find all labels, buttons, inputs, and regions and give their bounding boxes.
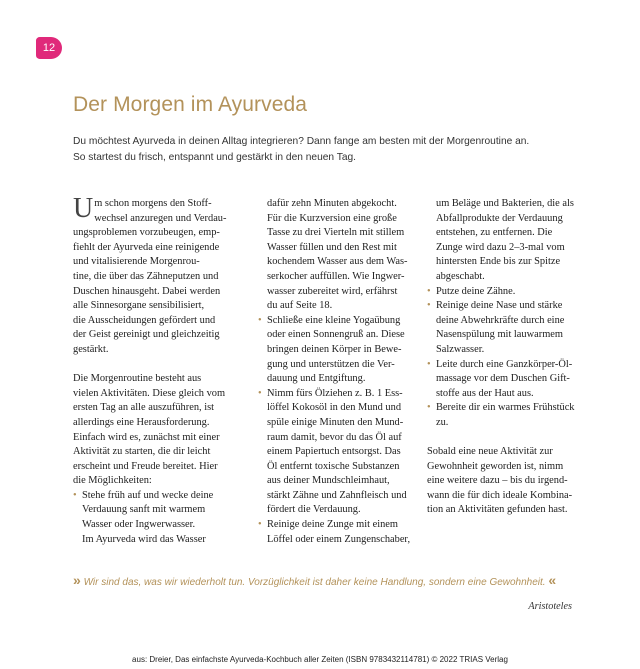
text-line: ersten Tag an alle auszuführen, ist bbox=[73, 402, 215, 414]
text-line: fördert die Verdauung. bbox=[267, 504, 361, 516]
text-line: dafür zehn Minuten abgekocht. bbox=[267, 198, 397, 209]
bullet-item: • Schließe eine kleine Yogaübung bbox=[258, 314, 423, 329]
text-line: Abfallprodukte der Verdauung bbox=[436, 212, 563, 224]
text-line: Öl entfernt toxische Substanzen bbox=[267, 460, 400, 472]
dropcap-letter: U bbox=[73, 193, 94, 224]
bullet-item: • Leite durch eine Ganzkörper-Öl- bbox=[427, 358, 592, 373]
text-line: Salzwasser. bbox=[436, 343, 485, 355]
text-line: um Beläge und Bakterien, die als bbox=[436, 198, 574, 209]
text-column-3 bbox=[427, 197, 592, 518]
bullet-icon: • bbox=[258, 314, 262, 326]
intro-text bbox=[73, 134, 573, 165]
text-line: Duschen hinausgeht. Dabei werden bbox=[73, 285, 221, 297]
text-line: Sobald eine neue Aktivität zur bbox=[427, 446, 553, 458]
text-line: Einfach wird es, zunächst mit einer bbox=[73, 431, 220, 443]
quote-open-mark: » bbox=[73, 572, 81, 588]
text-line: Für die Kurzversion eine große bbox=[267, 212, 397, 224]
text-line: alle Sinnesorgane sensibilisiert, bbox=[73, 300, 205, 312]
text-line: gung und unterstützen die Ver- bbox=[267, 358, 395, 370]
text-line: und vitalisierende Morgenrou- bbox=[73, 256, 200, 268]
bullet-item: • Stehe früh auf und wecke deine bbox=[73, 489, 238, 504]
text-line: Gewohnheit geworden ist, nimm bbox=[427, 460, 564, 472]
text-line: tine, die über das Zähneputzen und bbox=[73, 270, 219, 282]
dropcap-paragraph-start bbox=[73, 193, 238, 226]
bullet-item: • Reinige deine Nase und stärke bbox=[427, 299, 592, 314]
text-line: kochendem Wasser aus dem Was- bbox=[267, 256, 408, 268]
text-line: spüle einige Minuten den Mund- bbox=[267, 416, 404, 428]
text-line: eine weitere dazu – bis du irgend- bbox=[427, 475, 568, 487]
text-line: Zunge wird dazu 2–3-mal vom bbox=[436, 241, 565, 253]
text-line: der Geist gereinigt und gleichzeitig bbox=[73, 329, 220, 341]
text-line: wechsel anzuregen und Verdau- bbox=[94, 212, 227, 224]
text-line: tion an Aktivitäten gefunden hast. bbox=[427, 504, 568, 516]
text-line: einem Papiertuch entsorgst. Das bbox=[267, 446, 401, 458]
text-line: abgeschabt. bbox=[436, 270, 485, 282]
text-column-1 bbox=[73, 193, 238, 547]
page-footer: aus: Dreier, Das einfachste Ayurveda-Kochbuch aller Zeiten (ISBN 9783432114781) © 2022 TRIAS Verlag bbox=[132, 655, 508, 664]
quote-text: Wir sind das, was wir wiederholt tun. Vorzüglichkeit ist daher keine Handlung, sondern eine Gewohnheit. bbox=[83, 577, 546, 588]
text-line: erscheint und Freude bereitet. Hier bbox=[73, 460, 218, 472]
bullet-icon: • bbox=[427, 358, 431, 370]
page-number-badge: 12 bbox=[36, 37, 62, 59]
bullet-icon: • bbox=[73, 489, 77, 501]
text-line: dauung und Entgiftung. bbox=[267, 373, 366, 385]
text-line: die Ausscheidungen gefördert und bbox=[73, 314, 216, 326]
text-line: entstehen, zu entfernen. Die bbox=[436, 227, 553, 239]
bullet-item: • Nimm fürs Ölziehen z. B. 1 Ess- bbox=[258, 387, 423, 402]
bullet-icon: • bbox=[258, 519, 262, 531]
text-line: aus deiner Mundschleimhaut, bbox=[267, 475, 390, 487]
intro-line: Du möchtest Ayurveda in deinen Alltag integrieren? Dann fange am besten mit der Morgenroutine an. bbox=[73, 136, 530, 147]
text-line: allerdings eine Herausforderung. bbox=[73, 416, 210, 428]
text-column-2 bbox=[258, 197, 423, 547]
text-line: Die Morgenroutine besteht aus bbox=[73, 373, 202, 385]
bullet-item: • Putze deine Zähne. bbox=[427, 285, 592, 300]
page-title: Der Morgen im Ayurveda bbox=[73, 93, 308, 116]
text-line: wann die für dich ideale Kombina- bbox=[427, 489, 573, 501]
text-line: raum damit, bevor du das Öl auf bbox=[267, 431, 402, 443]
quote bbox=[73, 572, 573, 588]
text-line: stärkt Zähne und Zahnfleisch und bbox=[267, 489, 407, 501]
quote-author: Aristoteles bbox=[528, 601, 572, 612]
text-line: massage vor dem Duschen Gift- bbox=[436, 373, 570, 385]
text-line: wasser zubereitet wird, erfährst bbox=[267, 285, 398, 297]
bullet-icon: • bbox=[427, 402, 431, 414]
text-line: stoffe aus der Haut aus. bbox=[436, 387, 534, 399]
text-line: bringen deinen Körper in Bewe- bbox=[267, 343, 402, 355]
text-line: deine Abwehrkräfte durch eine bbox=[436, 314, 565, 326]
text-line: Löffel oder einem Zungenschaber, bbox=[267, 533, 411, 545]
text-line: Aktivität zu starten, die dir leicht bbox=[73, 446, 211, 458]
text-line: löffel Kokosöl in den Mund und bbox=[267, 402, 402, 414]
text-line: ungsproblemen vorzubeugen, emp- bbox=[73, 227, 220, 239]
bullet-icon: • bbox=[258, 387, 262, 399]
text-line: du auf Seite 18. bbox=[267, 300, 333, 312]
bullet-item: • Reinige deine Zunge mit einem bbox=[258, 518, 423, 533]
text-line: Verdauung sanft mit warmem bbox=[82, 504, 206, 516]
bullet-item: • Bereite dir ein warmes Frühstück bbox=[427, 401, 592, 416]
text-line: vielen Aktivitäten. Diese gleich vom bbox=[73, 387, 226, 399]
text-line: Im Ayurveda wird das Wasser bbox=[82, 533, 206, 545]
text-line: Wasser oder Ingwerwasser. bbox=[82, 519, 196, 531]
text-line: gestärkt. bbox=[73, 343, 109, 355]
text-line: fiehlt der Ayurveda eine reinigende bbox=[73, 241, 220, 253]
quote-close-mark: « bbox=[548, 572, 557, 588]
text-line: oder einen Sonnengruß an. Diese bbox=[267, 329, 405, 341]
bullet-icon: • bbox=[427, 300, 431, 312]
text-line: hintersten Ende bis zur Spitze bbox=[436, 256, 561, 268]
text-line: Nasenspülung mit lauwarmem bbox=[436, 329, 563, 341]
text-line: serkocher auffüllen. Wie Ingwer- bbox=[267, 270, 405, 282]
bullet-icon: • bbox=[427, 285, 431, 297]
text-line: Wasser füllen und den Rest mit bbox=[267, 241, 397, 253]
text-line: die Möglichkeiten: bbox=[73, 475, 152, 487]
text-line: m schon morgens den Stoff- bbox=[94, 198, 212, 209]
text-line: Tasse zu drei Vierteln mit stillem bbox=[267, 227, 405, 239]
text-line: zu. bbox=[436, 416, 449, 428]
intro-line: So startest du frisch, entspannt und gestärkt in den neuen Tag. bbox=[73, 151, 356, 163]
